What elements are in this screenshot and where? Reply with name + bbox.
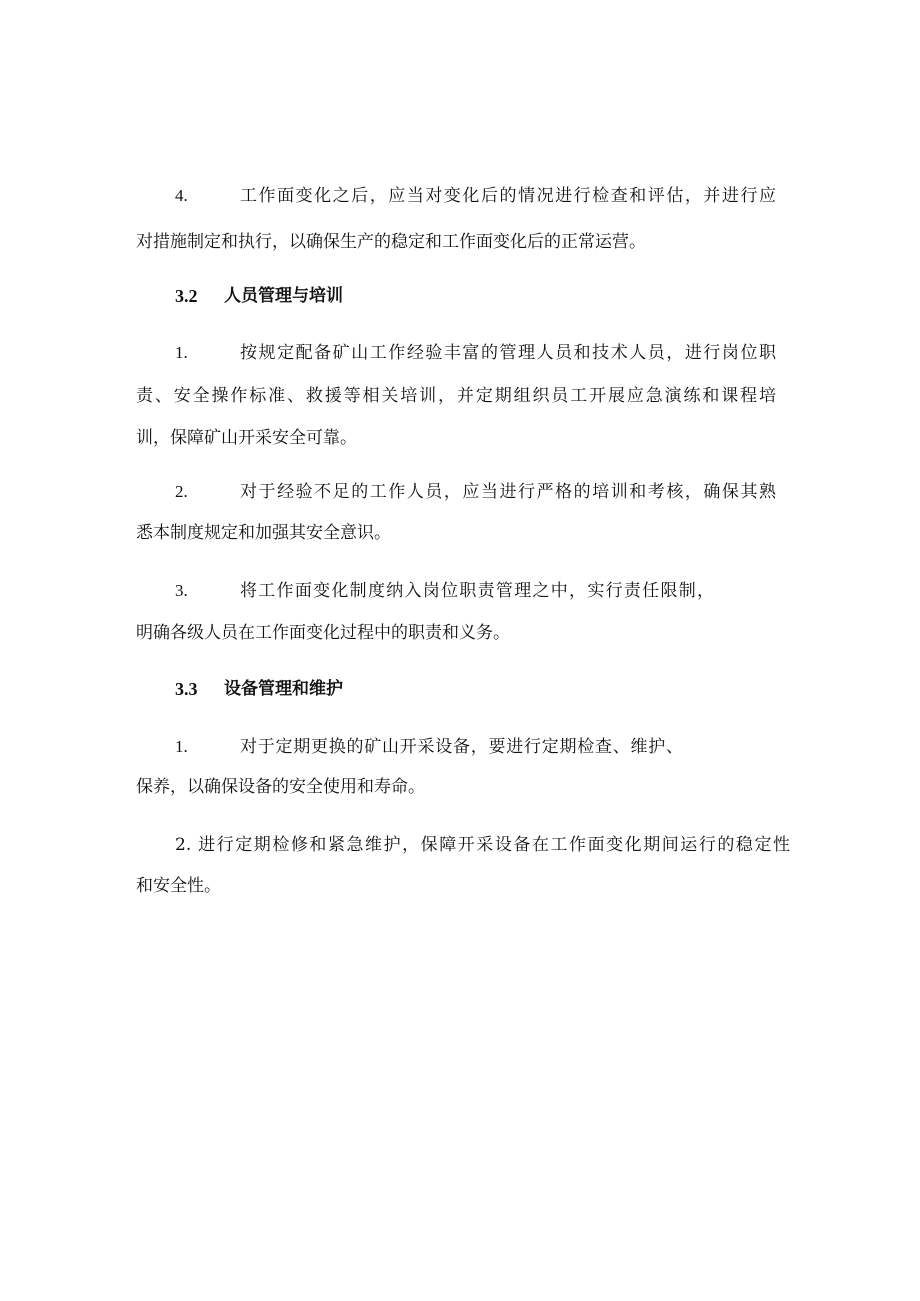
paragraph-line: 对于经验不足的工作人员，应当进行严格的培训和考核，确保其熟 <box>240 482 776 502</box>
paragraph-line: 工作面变化之后，应当对变化后的情况进行检查和评估，并进行应 <box>240 186 776 206</box>
paragraph-line: 悉本制度规定和加强其安全意识。 <box>136 523 391 543</box>
item-number: 4. <box>175 186 188 205</box>
paragraph-line: 训，保障矿山开采安全可靠。 <box>136 428 357 448</box>
section-number: 3.2 <box>175 286 198 306</box>
section-title: 人员管理与培训 <box>224 286 343 306</box>
paragraph-line: 对于定期更换的矿山开采设备，要进行定期检查、维护、 <box>240 737 683 757</box>
paragraph-line: 和安全性。 <box>136 876 221 896</box>
item-number: 1. <box>175 343 188 362</box>
paragraph-line: 2. 进行定期检修和紧急维护，保障开采设备在工作面变化期间运行的稳定性 <box>175 835 790 855</box>
paragraph-line: 保养，以确保设备的安全使用和寿命。 <box>136 777 425 797</box>
section-number: 3.3 <box>175 679 198 699</box>
paragraph-line: 对措施制定和执行，以确保生产的稳定和工作面变化后的正常运营。 <box>136 232 646 252</box>
paragraph-line: 明确各级人员在工作面变化过程中的职责和义务。 <box>136 623 510 643</box>
item-number: 1. <box>175 737 188 756</box>
paragraph-line: 责、安全操作标准、救援等相关培训，并定期组织员工开展应急演练和课程培 <box>136 386 776 406</box>
paragraph-line: 将工作面变化制度纳入岗位职责管理之中，实行责任限制， <box>240 581 714 601</box>
item-number: 3. <box>175 581 188 600</box>
paragraph-line: 按规定配备矿山工作经验丰富的管理人员和技术人员，进行岗位职 <box>240 343 776 363</box>
section-title: 设备管理和维护 <box>224 679 343 699</box>
item-number: 2. <box>175 482 188 501</box>
